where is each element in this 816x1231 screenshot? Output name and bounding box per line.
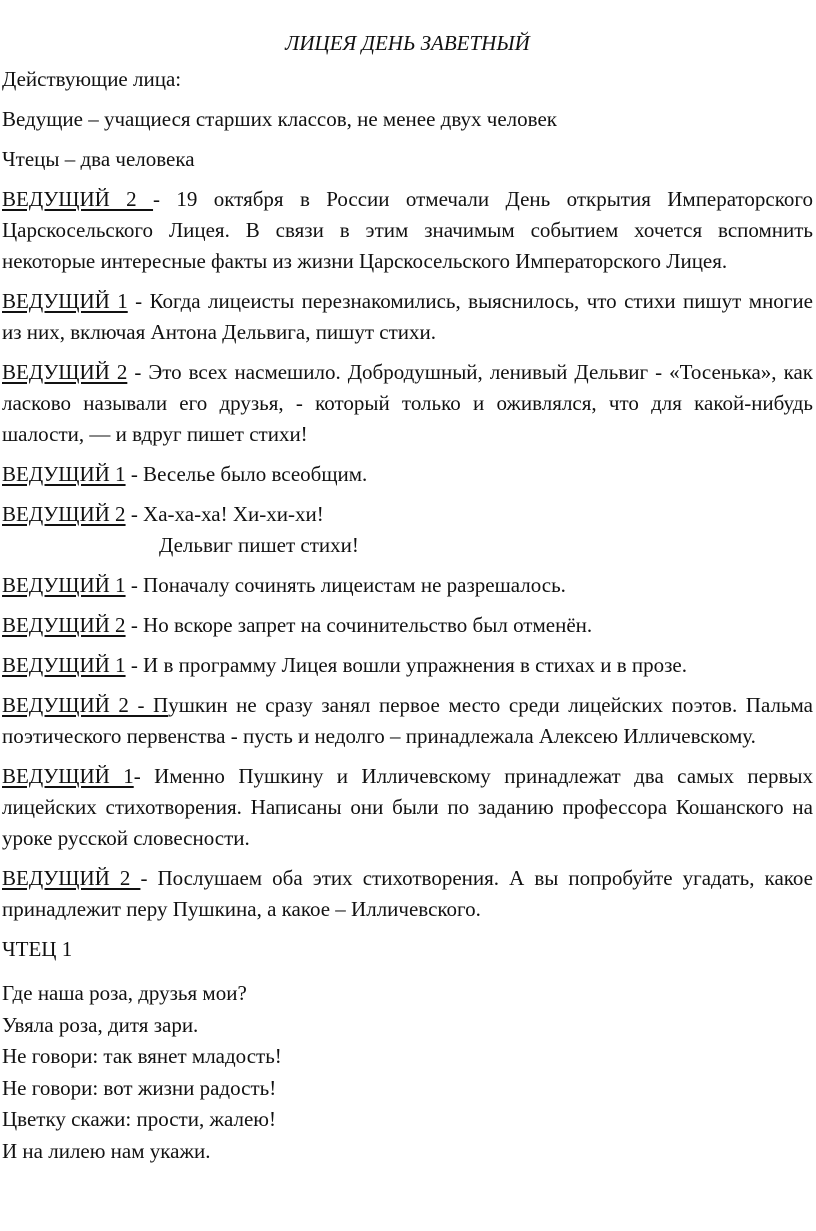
dialogue-text: - 19 октября в России отмечали День открытия Императорского Царскосельского Лицея. В связи в этим значимым событием хочется вспомнить некоторые интересные факты из жизни Царскосельского Императорского Лицея.	[2, 187, 813, 273]
dialogue-text: - Но вскоре запрет на сочинительство был отменён.	[125, 613, 593, 637]
speaker-label: ВЕДУЩИЙ 2 - П	[2, 693, 169, 717]
dialogue-line	[2, 570, 813, 601]
speaker-label: ВЕДУЩИЙ 2	[2, 866, 141, 890]
speaker-label: ВЕДУЩИЙ 2	[2, 187, 154, 211]
dialogue-text: - Послушаем оба этих стихотворения. А вы попробуйте угадать, какое принадлежит перу Пушкина, а какое – Илличевского.	[2, 866, 813, 921]
dialogue-text: - Ха-ха-ха! Хи-хи-хи!	[125, 502, 324, 526]
dialogue-line	[2, 761, 813, 854]
dialogue-text: - Когда лицеисты перезнакомились, выяснилось, что стихи пишут многие из них, включая Антона Дельвига, пишут стихи.	[2, 289, 813, 344]
poem-line: И на лилею нам укажи.	[2, 1138, 211, 1163]
speaker-label: ВЕДУЩИЙ 1	[2, 764, 134, 788]
dialogue-text: - Поначалу сочинять лицеистам не разрешалось.	[125, 573, 566, 597]
speaker-label: ВЕДУЩИЙ 1	[2, 653, 126, 677]
speaker-label: ВЕДУЩИЙ 1	[2, 573, 126, 597]
dialogue-line	[2, 690, 813, 752]
dialogue-text: ушкин не сразу занял первое место среди лицейских поэтов. Пальма поэтического первенства - пусть и недолго – принадлежала Алексею Илличевскому.	[2, 693, 813, 748]
poem-line: Цветку скажи: прости, жалею!	[2, 1107, 276, 1131]
dialogue-line	[2, 459, 813, 490]
poem-line: Не говори: вот жизни радость!	[2, 1075, 277, 1100]
dialogue-line	[2, 499, 813, 530]
speaker-label: ВЕДУЩИЙ 2	[2, 502, 126, 526]
speaker-label: ВЕДУЩИЙ 2	[2, 613, 126, 637]
speaker-label: ВЕДУЩИЙ 2	[2, 360, 128, 384]
speaker-label: ВЕДУЩИЙ 1	[2, 289, 128, 313]
dialogue-text: - Это всех насмешило. Добродушный, ленивый Дельвиг - «Тосенька», как ласково называли его друзья, - который только и оживлялся, что для какой-нибудь шалости, — и вдруг пишет стихи!	[2, 360, 813, 446]
dialogue-text: - Именно Пушкину и Илличевскому принадлежат два самых первых лицейских стихотворения. Написаны они были по заданию профессора Кошанского на уроке русской словесности.	[2, 764, 813, 850]
dialogue-line	[2, 610, 813, 641]
poem-line: Не говори: так вянет младость!	[2, 1044, 282, 1068]
dialogue-line	[2, 286, 813, 348]
dialogue-continuation: Дельвиг пишет стихи!	[159, 533, 359, 557]
cast-item: Чтецы – два человека	[2, 147, 195, 171]
poem-line: Где наша роза, друзья мои?	[2, 981, 247, 1005]
dialogue-text: - Веселье было всеобщим.	[125, 462, 368, 486]
poem-line: Увяла роза, дитя зари.	[2, 1012, 199, 1037]
reader-label: ЧТЕЦ 1	[2, 937, 73, 961]
cast-heading: Действующие лица:	[2, 67, 182, 91]
dialogue-text: - И в программу Лицея вошли упражнения в стихах и в прозе.	[125, 653, 687, 677]
dialogue-line	[2, 650, 813, 681]
document-title: ЛИЦЕЯ ДЕНЬ ЗАВЕТНЫЙ	[285, 31, 530, 55]
poem	[2, 978, 813, 1167]
dialogue-line	[2, 863, 813, 925]
cast-item: Ведущие – учащиеся старших классов, не менее двух человек	[2, 107, 557, 131]
speaker-label: ВЕДУЩИЙ 1	[2, 462, 126, 486]
dialogue-line	[2, 357, 813, 450]
dialogue-line	[2, 184, 813, 277]
